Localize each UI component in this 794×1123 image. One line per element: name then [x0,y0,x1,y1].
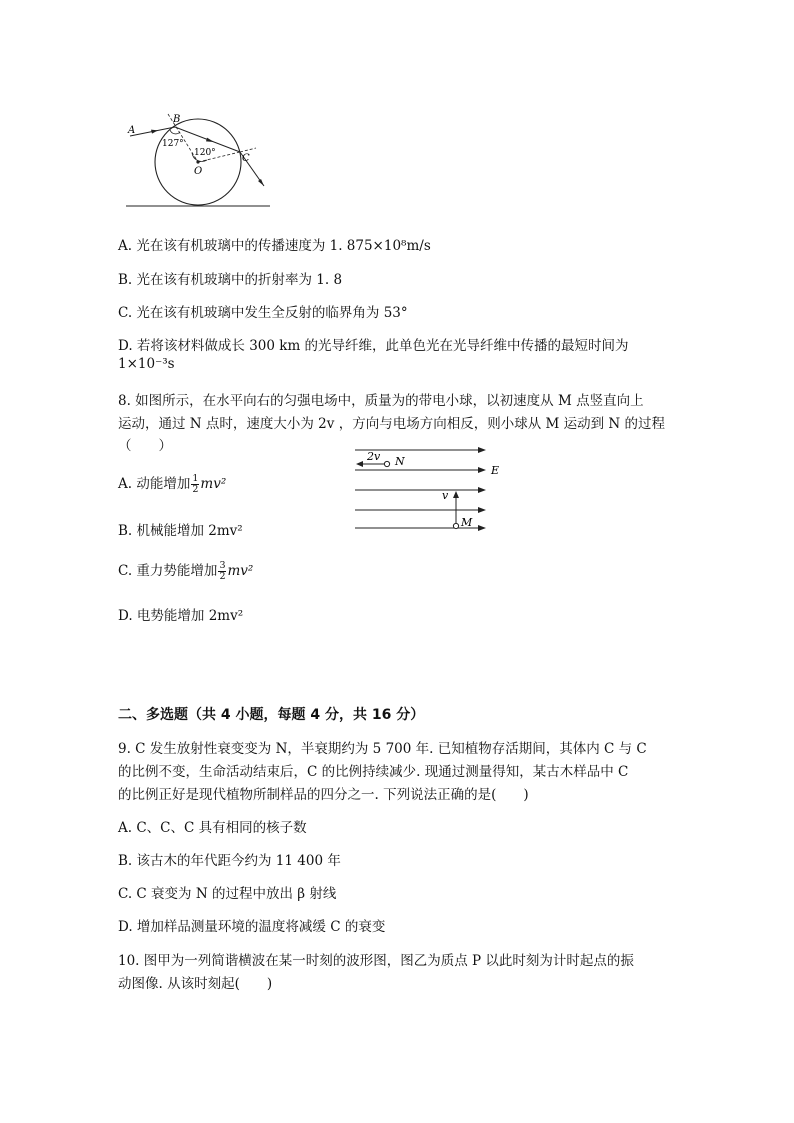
q7-option-b: B. 光在该有机玻璃中的折射率为 1. 8 [118,272,343,288]
electric-field-figure [350,444,510,536]
q7-option-c: C. 光在该有机玻璃中发生全反射的临界角为 53° [118,305,408,321]
field-line-3 [355,487,486,493]
ball-M [453,523,458,528]
section-heading: 二、多选题（共 4 小题，每题 4 分，共 16 分） [118,707,425,723]
q9-option-c: C. C 衰变为 N 的过程中放出 β 射线 [118,886,337,902]
label-v: v [442,489,449,502]
q8-option-c [118,559,253,582]
label-B: B [173,114,181,125]
label-M: M [461,516,473,529]
emergent-arrow [258,179,264,186]
q8-option-a-text: A. 动能增加 [118,476,191,492]
q8-option-a [118,472,226,495]
q8-stem-line1: 8. 如图所示，在水平向右的匀强电场中，质量为的带电小球，以初速度从 M 点竖直向上 [118,393,644,409]
q9-stem-line1: 9. C 发生放射性衰变变为 N，半衰期约为 5 700 年. 已知植物存活期间，其体内 C 与 C [118,741,647,757]
label-C: C [242,153,250,164]
q8-option-c-fraction: $\frac{3}{2}$ [219,560,226,582]
field-line-2 [355,467,486,473]
label-E: E [491,464,500,477]
q8-option-b: B. 机械能增加 2mv² [118,523,243,539]
angle-label-120: 120° [194,148,216,158]
field-line-4 [355,507,486,513]
q8-option-d: D. 电势能增加 2mv² [118,608,244,624]
refraction-figure [118,108,278,212]
label-2v: 2v [367,450,381,463]
q8-stem-line3: （ ） [118,438,172,454]
angle-arc-B [170,130,180,134]
q8-option-c-text: C. 重力势能增加 [118,563,218,579]
ball-N [384,461,389,466]
label-A: A [128,125,136,136]
velocity-v-arrow [453,491,459,498]
velocity-2v-arrow [356,461,363,467]
q7-option-d-line2: 1×10⁻³s [118,356,175,372]
q9-option-d: D. 增加样品测量环境的温度将减缓 C 的衰变 [118,919,386,935]
q7-option-d-line1: D. 若将该材料做成长 300 km 的光导纤维，此单色光在光导纤维中传播的最短时间为 [118,338,629,354]
normal-C [240,148,256,152]
q9-stem-line3: 的比例正好是现代植物所制样品的四分之一. 下列说法正确的是( ) [118,787,529,803]
label-O: O [194,166,203,177]
q7-option-a: A. 光在该有机玻璃中的传播速度为 1. 875×10⁸m/s [118,238,431,254]
q9-option-a: A. C、C、C 具有相同的核子数 [118,820,307,836]
q8-option-c-tail: mv² [227,563,254,579]
angle-label-127: 127° [162,139,184,149]
q8-stem-line2: 运动，通过 N 点时，速度大小为 2v ，方向与电场方向相反，则小球从 M 运动到 N 的过程 [118,416,665,432]
q10-stem-line1: 10. 图甲为一列简谐横波在某一时刻的波形图，图乙为质点 P 以此时刻为计时起点的振 [118,953,634,969]
q8-option-a-tail: mv² [200,476,227,492]
q9-stem-line2: 的比例不变，生命活动结束后，C 的比例持续减少. 现通过测量得知，某古木样品中 C [118,764,629,780]
q9-option-b: B. 该古木的年代距今约为 11 400 年 [118,853,341,869]
label-N: N [395,455,405,468]
q10-stem-line2: 动图像. 从该时刻起( ) [118,976,273,992]
refracted-arrow [206,138,214,142]
q8-option-a-fraction: $\frac{1}{2}$ [192,473,199,495]
